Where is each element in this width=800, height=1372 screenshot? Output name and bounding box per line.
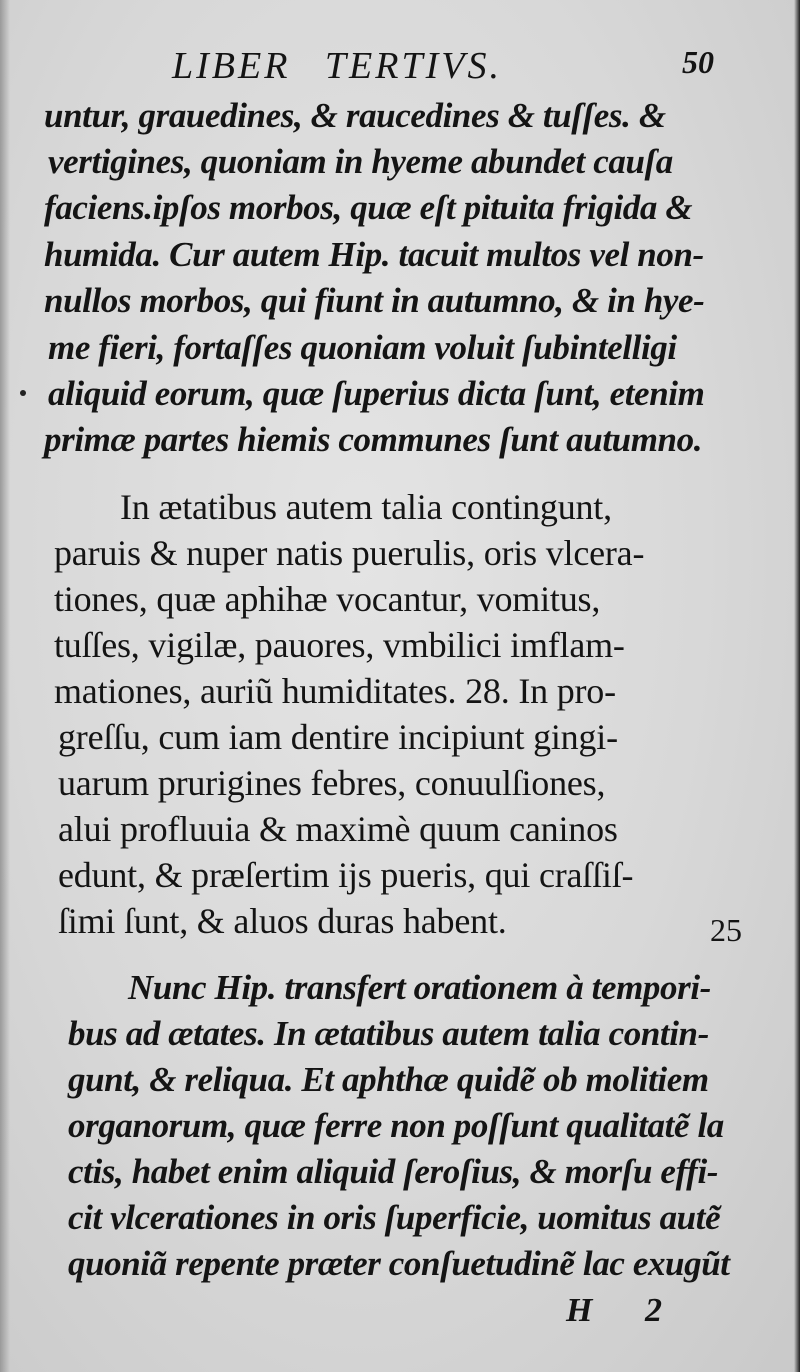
- aphorism-line: In ætatibus autem talia contingunt,: [120, 487, 612, 527]
- aphorism-line: alui profluuia & maximè quum caninos: [58, 809, 618, 849]
- aphorism-line: ſimi ſunt, & aluos duras habent.: [58, 901, 507, 941]
- commentary-line: organorum, quæ ferre non poſſunt qualitatẽ la: [68, 1106, 724, 1145]
- commentary-line: faciens.ipſos morbos, quæ eſt pituita frigida &: [44, 188, 693, 227]
- commentary-line: untur, grauedines, & raucedines & tuſſes. &: [44, 96, 666, 135]
- aphorism-line: mationes, auriũ humiditates. 28. In pro-: [54, 671, 616, 711]
- aphorism-number: 25: [710, 912, 742, 948]
- signature-mark: H 2: [566, 1292, 684, 1329]
- commentary-line: humida. Cur autem Hip. tacuit multos vel non-: [44, 235, 704, 274]
- commentary-line: bus ad ætates. In ætatibus autem talia contin-: [68, 1014, 709, 1053]
- page-edge-shadow-left: [0, 0, 10, 1372]
- running-title: LIBER TERTIVS.: [172, 45, 502, 87]
- commentary-line: primæ partes hiemis communes ſunt autumno.: [44, 420, 703, 459]
- commentary-line: quoniã repente præter conſuetudinẽ lac exugũt: [68, 1244, 730, 1283]
- commentary-line: Nunc Hip. transfert orationem à tempori-: [128, 968, 711, 1007]
- commentary-line: gunt, & reliqua. Et aphthæ quidẽ ob molitiem: [68, 1060, 709, 1099]
- aphorism-line: tiones, quæ aphihæ vocantur, vomitus,: [54, 579, 601, 619]
- commentary-line: me fieri, fortaſſes quoniam voluit ſubintelligi: [48, 328, 677, 367]
- page-number: 50: [682, 44, 714, 80]
- margin-mark: [20, 390, 26, 396]
- commentary-line: cit vlcerationes in oris ſuperficie, uomitus autẽ: [68, 1198, 721, 1237]
- aphorism-line: tuſſes, vigilæ, pauores, vmbilici imflam-: [54, 625, 625, 665]
- aphorism-line: uarum prurigines febres, conuulſiones,: [58, 763, 606, 803]
- commentary-line: vertigines, quoniam in hyeme abundet cauſa: [48, 142, 673, 181]
- aphorism-line: edunt, & præſertim ijs pueris, qui craſſiſ-: [58, 855, 634, 895]
- page-header: [0, 44, 800, 94]
- commentary-line: ctis, habet enim aliquid ſeroſius, & morſu effi-: [68, 1152, 719, 1191]
- commentary-line: nullos morbos, qui fiunt in autumno, & in hye-: [44, 281, 705, 320]
- aphorism-line: paruis & nuper natis puerulis, oris vlcera-: [54, 533, 645, 573]
- aphorism-line: greſſu, cum iam dentire incipiunt gingi-: [58, 717, 618, 757]
- page-edge-shadow-right: [794, 0, 800, 1372]
- commentary-line: aliquid eorum, quæ ſuperius dicta ſunt, etenim: [48, 374, 705, 413]
